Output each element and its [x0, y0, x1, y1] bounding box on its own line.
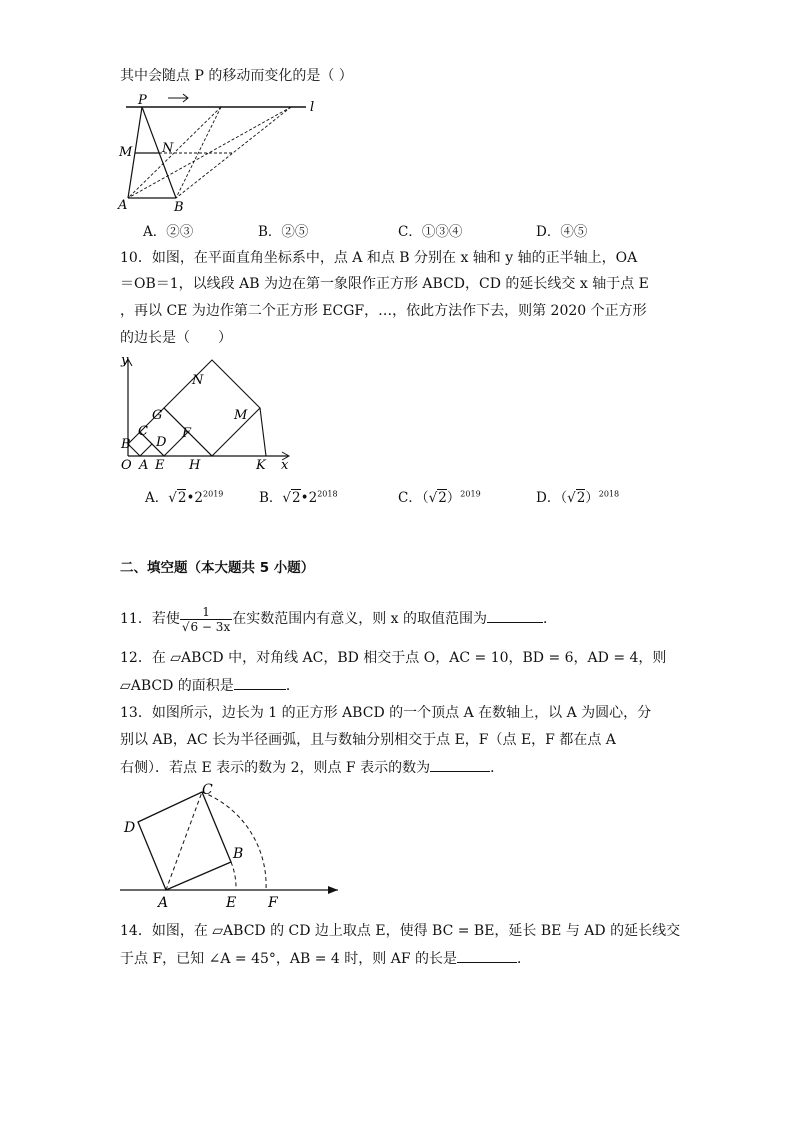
q13-line1: 13．如图所示，边长为 1 的正方形 ABCD 的一个顶点 A 在数轴上，以 A 为圆心，分: [120, 705, 652, 721]
q10-line1: 10．如图，在平面直角坐标系中，点 A 和点 B 分别在 x 轴和 y 轴的正半轴上，OA: [120, 250, 638, 266]
q10-label-M: M: [234, 408, 248, 423]
q9-label-P: P: [138, 93, 147, 108]
q12-line2: ▱ABCD 的面积是 ．: [120, 675, 300, 696]
q10-option-a: A．$√2•2^{2019}$: [145, 489, 224, 506]
q11-line: 11．若使 $\frac{1}{√6 - 3x}$ 在实数范围内有意义，则 x 的取值范围为 ．: [120, 604, 558, 634]
q10-option-b: B．$√2•2^{2018}$: [259, 489, 338, 506]
q10-option-d: D．$(√2)^{2018}$: [536, 489, 620, 506]
q9-option-c: C．①③④: [398, 224, 463, 240]
q10-label-B: B: [121, 437, 131, 452]
q9-option-a: A．②③: [143, 224, 194, 240]
q11-answer-blank[interactable]: [487, 608, 543, 623]
q9-figure: [116, 90, 326, 216]
q10-label-y: y: [121, 353, 129, 368]
q13-answer-blank[interactable]: [430, 757, 490, 772]
q11-fraction: $\frac{1}{√6 - 3x}$: [181, 604, 231, 634]
q13-figure: [116, 780, 346, 910]
q12-line1: 12．在 ▱ABCD 中，对角线 AC，BD 相交于点 O，AC = 10，BD = 6，AD = 4，则: [120, 650, 667, 666]
q10-label-C: C: [138, 424, 148, 439]
q10-label-E: E: [155, 458, 165, 472]
q9-option-b: B．②⑤: [258, 224, 309, 240]
q9-option-d: D．④⑤: [536, 224, 588, 240]
q13-label-C: C: [202, 782, 213, 798]
q13-line3: 右侧）．若点 E 表示的数为 2，则点 F 表示的数为 ．: [120, 757, 504, 778]
q10-figure: [116, 350, 306, 472]
q14-answer-blank[interactable]: [457, 948, 517, 963]
q10-label-x: x: [281, 458, 289, 472]
q10-label-H: H: [189, 458, 201, 472]
q13-label-B: B: [233, 846, 244, 862]
q10-label-G: G: [152, 408, 163, 423]
q13-label-E: E: [226, 895, 237, 910]
q9-options: [0, 220, 793, 240]
q9-label-A: A: [118, 198, 128, 213]
q10-label-A: A: [139, 458, 149, 472]
q10-line3: ，再以 CE 为边作第二个正方形 ECGF，…，依此方法作下去，则第 2020 个正方形: [120, 303, 647, 319]
section-title: 二、填空题（本大题共 5 小题）: [120, 560, 315, 576]
q10-label-N: N: [192, 373, 204, 388]
q13-label-F: F: [268, 895, 278, 910]
q13-line2: 别以 AB，AC 长为半径画弧，且与数轴分别相交于点 E，F（点 E，F 都在点 A: [120, 732, 616, 748]
q14-line2: 于点 F，已知 ∠A = 45°，AB = 4 时，则 AF 的长是 ．: [120, 948, 531, 969]
q13-label-D: D: [124, 820, 136, 836]
q9-label-B: B: [174, 200, 184, 215]
q9-text: 其中会随点 P 的移动而变化的是（ ）: [120, 68, 353, 84]
q9-label-N: N: [162, 141, 174, 156]
q9-label-M: M: [119, 145, 133, 160]
q10-label-K: K: [256, 458, 266, 472]
q10-option-c: C．$(√2)^{2019}$: [398, 489, 481, 506]
q10-line4: 的边长是（ ）: [120, 330, 232, 346]
q10-line2: ＝OB＝1，以线段 AB 为边在第一象限作正方形 ABCD，CD 的延长线交 x 轴于点 E: [120, 276, 649, 292]
q10-options: [0, 486, 793, 506]
q13-label-A: A: [158, 895, 169, 910]
q9-label-l: l: [310, 100, 315, 115]
q10-label-F: F: [182, 426, 192, 441]
q10-label-D: D: [156, 435, 167, 450]
q10-label-O: O: [121, 458, 132, 472]
q12-answer-blank[interactable]: [234, 675, 286, 690]
q14-line1: 14．如图，在 ▱ABCD 的 CD 边上取点 E，使得 BC = BE，延长 BE 与 AD 的延长线交: [120, 923, 681, 939]
